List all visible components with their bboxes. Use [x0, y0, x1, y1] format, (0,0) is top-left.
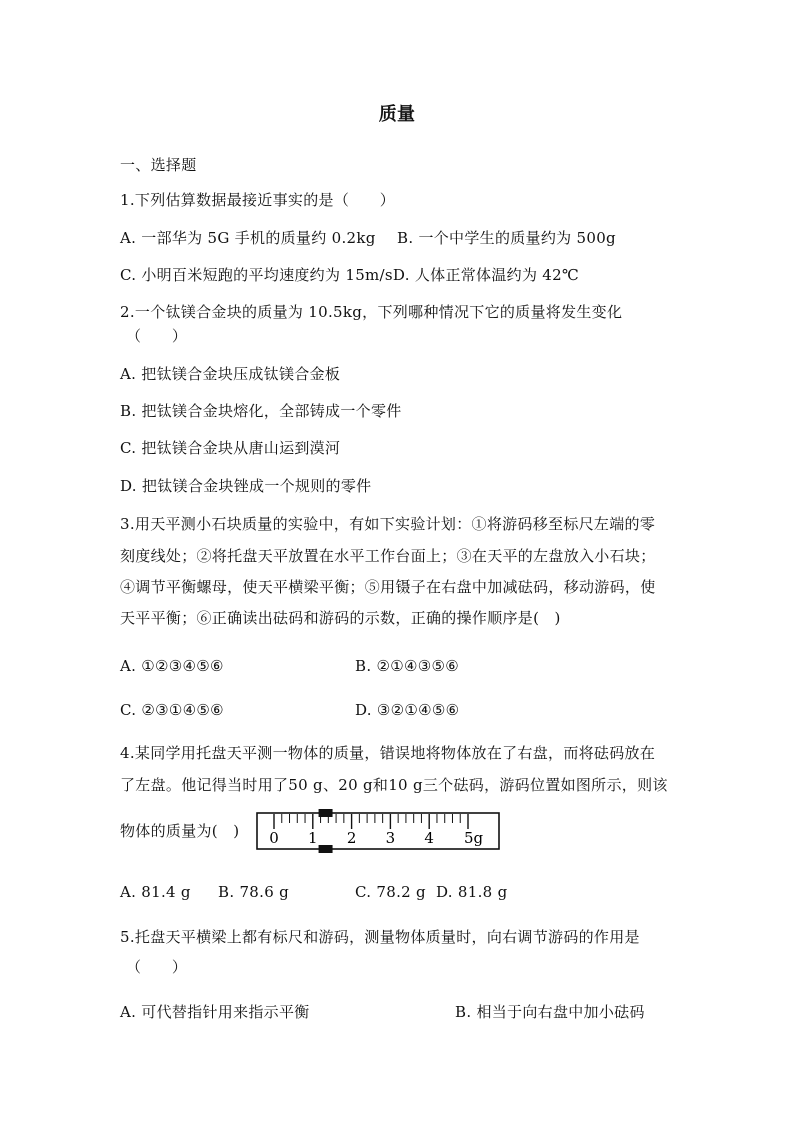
q1-option-b: B. 一个中学生的质量约为 500g — [397, 229, 616, 247]
q3-line1: 3.用天平测小石块质量的实验中，有如下实验计划：①将游码移至标尺左端的零 — [120, 515, 656, 533]
ruler-frame — [257, 813, 499, 849]
q3-line3: ④调节平衡螺母，使天平横梁平衡；⑤用镊子在右盘中加减砝码，移动游码，使 — [120, 578, 656, 596]
q2-stem: 2.一个钛镁合金块的质量为 10.5kg，下列哪种情况下它的质量将发生变化 — [120, 303, 623, 321]
q4-option-c: C. 78.2 g — [355, 883, 426, 901]
q2-paren: （ ） — [126, 327, 188, 345]
q4-option-d: D. 81.8 g — [436, 883, 508, 901]
rider-top — [319, 809, 333, 817]
q4-line2: 了左盘。他记得当时用了50 g、20 g和10 g三个砝码，游码位置如图所示，则该 — [120, 776, 668, 794]
ruler-tick-label: 4 — [424, 829, 434, 847]
q3-option-b: B. ②①④③⑤⑥ — [355, 657, 459, 675]
q5-paren: （ ） — [126, 958, 188, 976]
ruler-tick-label: 2 — [346, 829, 357, 847]
ruler-tick-label: 0 — [269, 829, 279, 847]
balance-scale-ruler — [256, 807, 500, 857]
ruler-tick-label: 3 — [385, 829, 396, 847]
q3-option-a: A. ①②③④⑤⑥ — [120, 657, 224, 675]
q4-option-a: A. 81.4 g — [120, 883, 191, 901]
q3-option-c: C. ②③①④⑤⑥ — [120, 701, 224, 719]
q2-option-b: B. 把钛镁合金块熔化，全部铸成一个零件 — [120, 402, 402, 420]
q4-line1: 4.某同学用托盘天平测一物体的质量，错误地将物体放在了右盘，而将砝码放在 — [120, 744, 656, 762]
q1-option-a: A. 一部华为 5G 手机的质量约 0.2kg — [120, 229, 376, 247]
q5-option-a: A. 可代替指针用来指示平衡 — [120, 1003, 310, 1021]
q4-line3: 物体的质量为( ) — [120, 822, 240, 840]
rider-bottom — [319, 845, 333, 853]
q3-line4: 天平平衡；⑥正确读出砝码和游码的示数，正确的操作顺序是( ) — [120, 609, 561, 627]
q5-stem: 5.托盘天平横梁上都有标尺和游码，测量物体质量时，向右调节游码的作用是 — [120, 928, 640, 946]
page-title: 质量 — [378, 104, 416, 125]
q4-option-b: B. 78.6 g — [218, 883, 290, 901]
ruler-tick-label: 1 — [308, 829, 318, 847]
q2-option-d: D. 把钛镁合金块锉成一个规则的零件 — [120, 477, 372, 495]
q1-stem: 1.下列估算数据最接近事实的是（ ） — [120, 191, 396, 209]
q3-line2: 刻度线处；②将托盘天平放置在水平工作台面上；③在天平的左盘放入小石块； — [120, 547, 656, 565]
q2-option-c: C. 把钛镁合金块从唐山运到漠河 — [120, 439, 341, 457]
q1-option-cd: C. 小明百米短跑的平均速度约为 15m/sD. 人体正常体温约为 42℃ — [120, 266, 580, 284]
q2-option-a: A. 把钛镁合金块压成钛镁合金板 — [120, 365, 341, 383]
ruler-tick-label: 5g — [464, 829, 484, 847]
q5-option-b: B. 相当于向右盘中加小砝码 — [455, 1003, 645, 1021]
section-heading: 一、选择题 — [120, 156, 197, 174]
q3-option-d: D. ③②①④⑤⑥ — [355, 701, 460, 719]
